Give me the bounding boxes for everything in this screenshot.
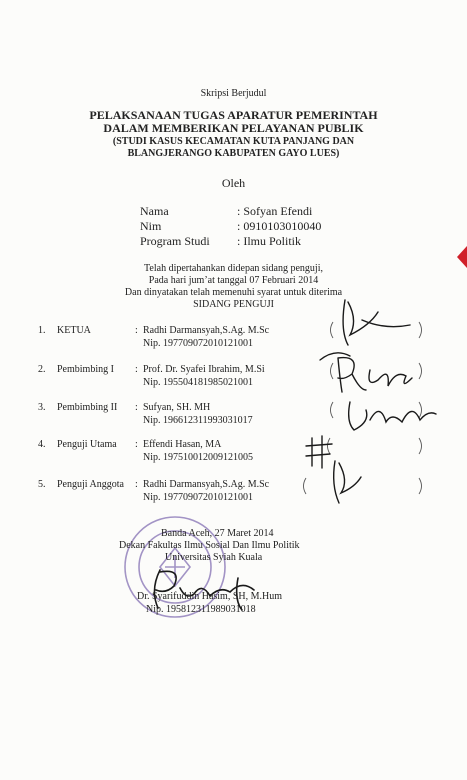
row-role: Pembimbing I — [57, 364, 114, 375]
program-value: : Ilmu Politik — [237, 234, 302, 248]
row-number: 3. — [38, 402, 46, 413]
by-label: Oleh — [221, 176, 246, 190]
subtitle-line-2: BLANGJERANGO KABUPATEN GAYO LUES) — [127, 148, 340, 159]
row-role: Pembimbing II — [57, 402, 118, 413]
dean-nip: Nip. 195812311989031018 — [146, 604, 256, 615]
name-value: : Sofyan Efendi — [237, 204, 313, 218]
program-label: Program Studi — [140, 234, 210, 248]
row-role: Penguji Utama — [57, 439, 117, 450]
red-corner-mark — [457, 246, 467, 268]
title-line-1: PELAKSANAAN TUGAS APARATUR PEMERINTAH — [89, 108, 378, 122]
row-nip: Nip. 197709072010121001 — [143, 492, 253, 503]
row-name: Radhi Darmansyah,S.Ag. M.Sc — [143, 325, 270, 336]
row-separator: : — [135, 479, 138, 490]
row-nip: Nip. 197510012009121005 — [143, 452, 253, 463]
subtitle-line-1: (STUDI KASUS KECAMATAN KUTA PANJANG DAN — [112, 136, 355, 147]
row-number: 4. — [38, 439, 46, 450]
row-separator: : — [135, 402, 138, 413]
defense-line-1: Telah dipertahankan didepan sidang penguji, — [144, 263, 323, 274]
dean-name: Dr. Syarifuddin Hasim, SH, M.Hum — [137, 591, 282, 602]
approval-date: Banda Aceh, 27 Maret 2014 — [161, 528, 274, 539]
name-label: Nama — [140, 204, 169, 218]
row-name: Radhi Darmansyah,S.Ag. M.Sc — [143, 479, 270, 490]
row-role: Penguji Anggota — [57, 479, 124, 490]
row-number: 2. — [38, 364, 46, 375]
row-role: KETUA — [57, 325, 91, 336]
document-label: Skripsi Berjudul — [200, 88, 267, 99]
title-line-2: DALAM MEMBERIKAN PELAYANAN PUBLIK — [103, 121, 364, 135]
row-name: Sufyan, SH. MH — [143, 402, 211, 413]
row-number: 5. — [38, 479, 46, 490]
row-separator: : — [135, 325, 138, 336]
row-name: Prof. Dr. Syafei Ibrahim, M.Si — [143, 364, 265, 375]
defense-line-4: SIDANG PENGUJI — [193, 299, 274, 310]
defense-line-3: Dan dinyatakan telah memenuhi syarat untuk diterima — [124, 287, 343, 298]
row-nip: Nip. 197709072010121001 — [143, 338, 253, 349]
university-name: Universitas Syiah Kuala — [165, 552, 263, 563]
nim-value: : 0910103010040 — [237, 219, 322, 233]
row-nip: Nip. 196612311993031017 — [143, 415, 253, 426]
row-name: Effendi Hasan, MA — [143, 439, 222, 450]
row-nip: Nip. 195504181985021001 — [143, 377, 253, 388]
row-separator: : — [135, 364, 138, 375]
nim-label: Nim — [140, 219, 162, 233]
row-separator: : — [135, 439, 138, 450]
defense-line-2: Pada hari jum’at tanggal 07 Februari 2014 — [148, 275, 319, 286]
row-number: 1. — [38, 325, 46, 336]
signature-penguji-anggota — [305, 455, 385, 515]
dean-position: Dekan Fakultas Ilmu Sosial Dan Ilmu Politik — [119, 540, 300, 551]
